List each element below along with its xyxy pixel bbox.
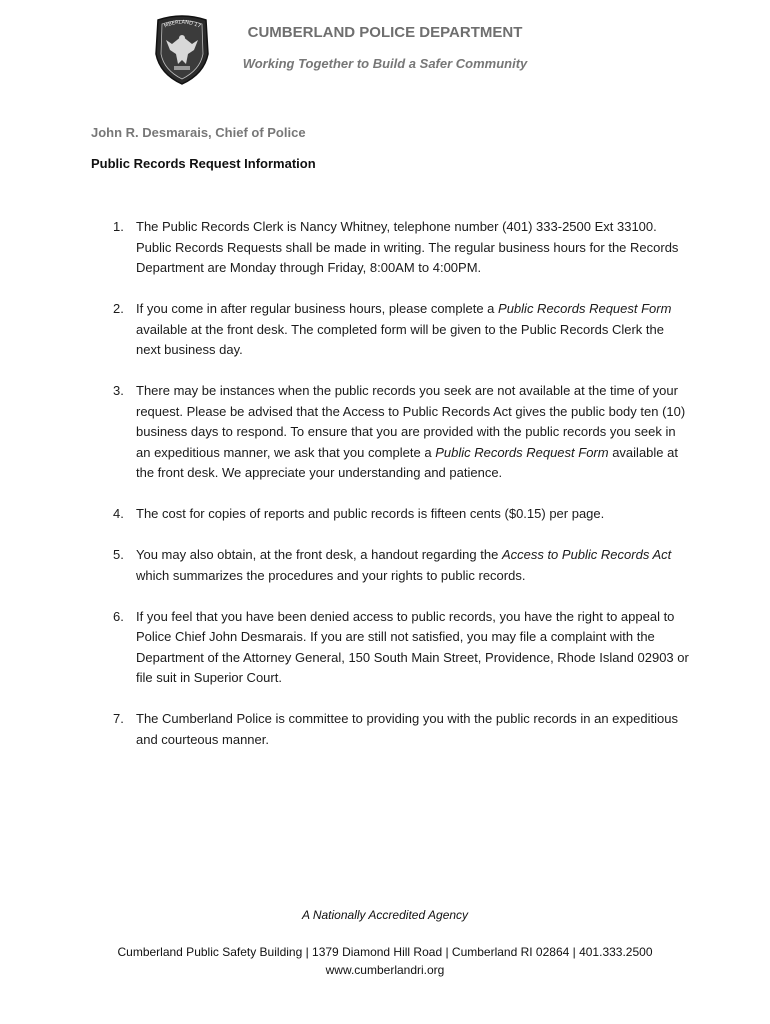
list-item-emphasis: Public Records Request Form (435, 444, 609, 460)
list-item-number: 2. (113, 301, 124, 316)
letterhead (230, 24, 540, 71)
list-item-text: which summarizes the procedures and your rights to public records. (136, 567, 526, 583)
footer-website[interactable]: www.cumberlandri.org (325, 963, 445, 977)
list-item-emphasis: Public Records Request Form (498, 301, 672, 316)
list-item (91, 381, 691, 484)
list-item (91, 607, 691, 689)
footer (0, 943, 770, 979)
list-item-text: The cost for copies of reports and public records is fifteen cents ($0.15) per page. (136, 506, 605, 521)
page-title: Public Records Request Information (91, 156, 316, 171)
list-item-emphasis: Access to Public Records Act (501, 547, 672, 562)
information-list (91, 217, 691, 771)
footer-address: Cumberland Public Safety Building | 1379 Diamond Hill Road | Cumberland RI 02864 | 401.333.2500 (117, 945, 653, 959)
list-item (91, 217, 691, 279)
list-item-number: 7. (113, 711, 124, 726)
list-item (91, 545, 691, 586)
list-item-text: If you come in after regular business hours, please complete a (136, 301, 499, 316)
list-item-text: The Cumberland Police is committee to providing you with the public records in an expeditious and courteous manner. (136, 711, 678, 747)
badge-text: MBERLAND 17 (163, 19, 202, 30)
list-item-number: 1. (113, 219, 124, 234)
list-item-text: There may be instances when the public records you seek are not available at the time of your request. Please be advised that the Access to Public Records Act gives the public body ten (10) business days to respond. To ensure that you are provided with the public records you seek in an expeditious manner, we ask that you complete a (136, 383, 686, 460)
list-item-number: 5. (113, 547, 124, 562)
chief-name: John R. Desmarais, Chief of Police (91, 125, 306, 140)
list-item-text: available at the front desk. We appreciate your understanding and patience. (136, 444, 678, 480)
list-item-text: available at the front desk. The completed form will be given to the Public Records Clerk the next business day. (136, 321, 664, 357)
list-item-text: You may also obtain, at the front desk, a handout regarding the (136, 547, 502, 562)
list-item-text: The Public Records Clerk is Nancy Whitney, telephone number (401) 333-2500 Ext 33100. Public Records Requests shall be made in writing. The regular business hours for the Records Department are Monday through Friday, 8:00AM to 4:00PM. (136, 219, 679, 275)
list-item (91, 299, 691, 361)
list-item-number: 6. (113, 608, 124, 624)
list-item (91, 504, 691, 525)
list-item-number: 3. (113, 383, 124, 398)
list-item-text: If you feel that you have been denied access to public records, you have the right to appeal to Police Chief John Desmarais. If you are still not satisfied, you may file a complaint with the Department of the Attorney General, 150 South Main Street, Providence, Rhode Island 02903 or file suit in Superior Court. (136, 608, 689, 685)
police-badge-logo (152, 14, 212, 86)
department-tagline: Working Together to Build a Safer Community (242, 56, 528, 71)
department-name: CUMBERLAND POLICE DEPARTMENT (247, 24, 523, 41)
list-item (91, 709, 691, 750)
list-item-number: 4. (113, 506, 124, 521)
accreditation-note: A Nationally Accredited Agency (301, 908, 469, 922)
